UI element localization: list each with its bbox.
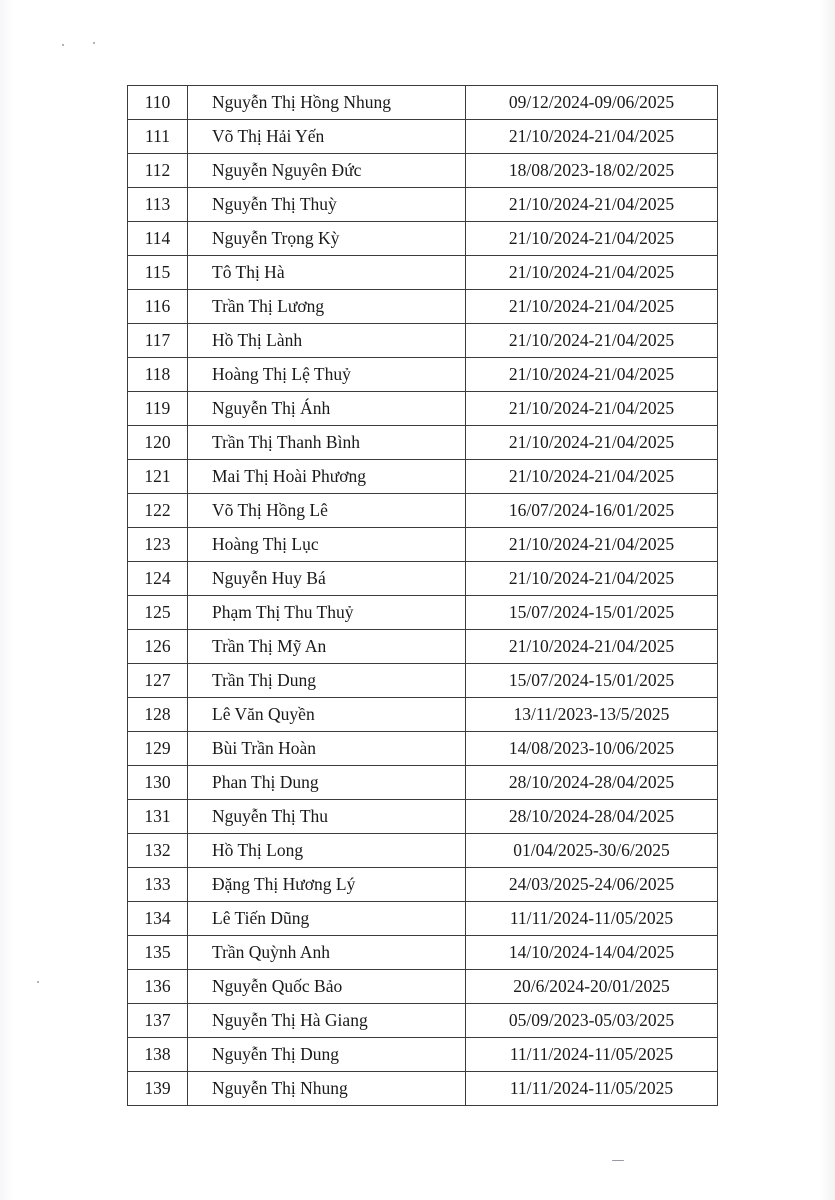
table-row: [128, 1004, 718, 1038]
table-row: [128, 902, 718, 936]
period-range: 21/10/2024-21/04/2025: [466, 528, 718, 562]
row-number: 118: [128, 358, 188, 392]
period-range: 21/10/2024-21/04/2025: [466, 426, 718, 460]
table-row: [128, 358, 718, 392]
row-number: 119: [128, 392, 188, 426]
table-row: [128, 562, 718, 596]
period-range: 21/10/2024-21/04/2025: [466, 562, 718, 596]
period-range: 18/08/2023-18/02/2025: [466, 154, 718, 188]
row-number: 117: [128, 324, 188, 358]
period-range: 14/10/2024-14/04/2025: [466, 936, 718, 970]
table-row: [128, 324, 718, 358]
row-number: 134: [128, 902, 188, 936]
employee-name: Trần Thị Lương: [188, 290, 466, 324]
table-row: [128, 256, 718, 290]
employee-name: Nguyễn Thị Hồng Nhung: [188, 86, 466, 120]
employee-name: Phan Thị Dung: [188, 766, 466, 800]
row-number: 139: [128, 1072, 188, 1106]
row-number: 125: [128, 596, 188, 630]
row-number: 122: [128, 494, 188, 528]
employee-name: Mai Thị Hoài Phương: [188, 460, 466, 494]
row-number: 137: [128, 1004, 188, 1038]
period-range: 21/10/2024-21/04/2025: [466, 358, 718, 392]
table-row: [128, 970, 718, 1004]
row-number: 132: [128, 834, 188, 868]
period-range: 21/10/2024-21/04/2025: [466, 392, 718, 426]
employee-name: Nguyễn Thị Ánh: [188, 392, 466, 426]
period-range: 21/10/2024-21/04/2025: [466, 324, 718, 358]
period-range: 21/10/2024-21/04/2025: [466, 120, 718, 154]
row-number: 124: [128, 562, 188, 596]
table-row: [128, 732, 718, 766]
row-number: 113: [128, 188, 188, 222]
employee-table: [127, 85, 718, 1106]
period-range: 11/11/2024-11/05/2025: [466, 1038, 718, 1072]
row-number: 128: [128, 698, 188, 732]
employee-name: Nguyễn Nguyên Đức: [188, 154, 466, 188]
period-range: 28/10/2024-28/04/2025: [466, 800, 718, 834]
employee-name: Nguyễn Trọng Kỳ: [188, 222, 466, 256]
employee-name: Phạm Thị Thu Thuỷ: [188, 596, 466, 630]
row-number: 131: [128, 800, 188, 834]
scan-speck: [37, 981, 39, 983]
period-range: 01/04/2025-30/6/2025: [466, 834, 718, 868]
employee-name: Nguyễn Quốc Bảo: [188, 970, 466, 1004]
period-range: 21/10/2024-21/04/2025: [466, 256, 718, 290]
period-range: 21/10/2024-21/04/2025: [466, 290, 718, 324]
scan-speck: [612, 1160, 624, 1161]
row-number: 127: [128, 664, 188, 698]
table-row: [128, 1072, 718, 1106]
employee-name: Lê Tiến Dũng: [188, 902, 466, 936]
row-number: 121: [128, 460, 188, 494]
employee-name: Nguyễn Thị Nhung: [188, 1072, 466, 1106]
employee-name: Hồ Thị Long: [188, 834, 466, 868]
table-row: [128, 596, 718, 630]
period-range: 13/11/2023-13/5/2025: [466, 698, 718, 732]
employee-name: Trần Thị Thanh Bình: [188, 426, 466, 460]
table-row: [128, 392, 718, 426]
row-number: 114: [128, 222, 188, 256]
employee-name: Nguyễn Huy Bá: [188, 562, 466, 596]
row-number: 120: [128, 426, 188, 460]
employee-name: Võ Thị Hải Yến: [188, 120, 466, 154]
row-number: 136: [128, 970, 188, 1004]
table-row: [128, 766, 718, 800]
period-range: 21/10/2024-21/04/2025: [466, 188, 718, 222]
period-range: 15/07/2024-15/01/2025: [466, 596, 718, 630]
period-range: 11/11/2024-11/05/2025: [466, 902, 718, 936]
employee-name: Tô Thị Hà: [188, 256, 466, 290]
employee-name: Hoàng Thị Lệ Thuỷ: [188, 358, 466, 392]
table-row: [128, 664, 718, 698]
period-range: 05/09/2023-05/03/2025: [466, 1004, 718, 1038]
employee-name: Trần Thị Mỹ An: [188, 630, 466, 664]
table-row: [128, 460, 718, 494]
table-row: [128, 834, 718, 868]
employee-name: Trần Thị Dung: [188, 664, 466, 698]
table-row: [128, 154, 718, 188]
table-row: [128, 494, 718, 528]
row-number: 110: [128, 86, 188, 120]
employee-name: Lê Văn Quyền: [188, 698, 466, 732]
employee-name: Nguyễn Thị Hà Giang: [188, 1004, 466, 1038]
table-row: [128, 222, 718, 256]
row-number: 123: [128, 528, 188, 562]
period-range: 21/10/2024-21/04/2025: [466, 460, 718, 494]
employee-name: Nguyễn Thị Thuỳ: [188, 188, 466, 222]
period-range: 28/10/2024-28/04/2025: [466, 766, 718, 800]
table-row: [128, 290, 718, 324]
row-number: 126: [128, 630, 188, 664]
employee-name: Hồ Thị Lành: [188, 324, 466, 358]
employee-name: Nguyễn Thị Dung: [188, 1038, 466, 1072]
row-number: 130: [128, 766, 188, 800]
period-range: 14/08/2023-10/06/2025: [466, 732, 718, 766]
table-row: [128, 528, 718, 562]
period-range: 21/10/2024-21/04/2025: [466, 222, 718, 256]
employee-name: Nguyễn Thị Thu: [188, 800, 466, 834]
table-row: [128, 936, 718, 970]
employee-name: Đặng Thị Hương Lý: [188, 868, 466, 902]
period-range: 11/11/2024-11/05/2025: [466, 1072, 718, 1106]
table-row: [128, 86, 718, 120]
period-range: 09/12/2024-09/06/2025: [466, 86, 718, 120]
row-number: 115: [128, 256, 188, 290]
period-range: 15/07/2024-15/01/2025: [466, 664, 718, 698]
period-range: 24/03/2025-24/06/2025: [466, 868, 718, 902]
table-row: [128, 1038, 718, 1072]
row-number: 129: [128, 732, 188, 766]
table-row: [128, 800, 718, 834]
row-number: 112: [128, 154, 188, 188]
row-number: 116: [128, 290, 188, 324]
scan-speck: [62, 44, 64, 46]
period-range: 16/07/2024-16/01/2025: [466, 494, 718, 528]
scan-speck: [93, 42, 95, 44]
period-range: 20/6/2024-20/01/2025: [466, 970, 718, 1004]
row-number: 138: [128, 1038, 188, 1072]
row-number: 135: [128, 936, 188, 970]
period-range: 21/10/2024-21/04/2025: [466, 630, 718, 664]
table-row: [128, 120, 718, 154]
employee-name: Bùi Trần Hoàn: [188, 732, 466, 766]
row-number: 133: [128, 868, 188, 902]
table-row: [128, 426, 718, 460]
employee-name: Trần Quỳnh Anh: [188, 936, 466, 970]
table-row: [128, 188, 718, 222]
table-row: [128, 630, 718, 664]
table-row: [128, 868, 718, 902]
employee-table-body: [128, 86, 718, 1106]
table-row: [128, 698, 718, 732]
employee-name: Hoàng Thị Lục: [188, 528, 466, 562]
row-number: 111: [128, 120, 188, 154]
employee-name: Võ Thị Hồng Lê: [188, 494, 466, 528]
